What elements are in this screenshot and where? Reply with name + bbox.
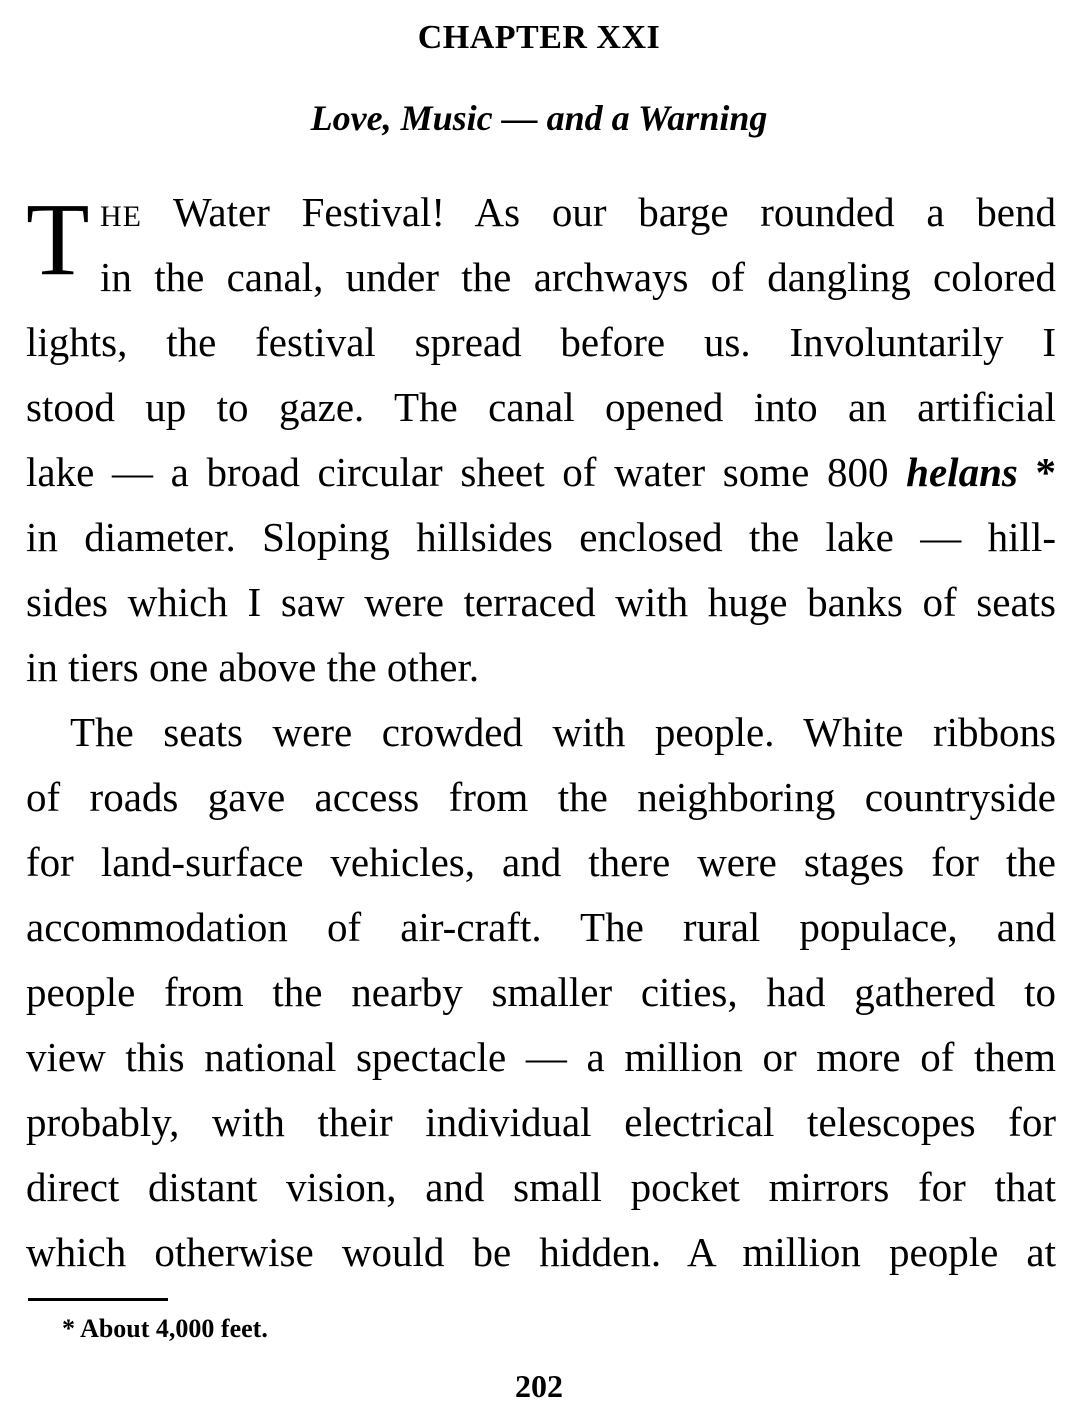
text-line: view this national spectacle — a million or more of them (26, 1034, 1056, 1080)
footnote-marker: * (1017, 449, 1056, 495)
text-line: probably, with their individual electrical telescopes for (26, 1099, 1056, 1145)
text-line: lights, the festival spread before us. Involuntarily I (26, 319, 1056, 365)
text-line: stood up to gaze. The canal opened into an artificial (26, 384, 1056, 430)
footnote: * About 4,000 feet. (62, 1314, 268, 1343)
drop-cap: T (26, 182, 90, 297)
chapter-heading: CHAPTER XXI (417, 19, 661, 56)
text-line: The seats were crowded with people. White ribbons (70, 709, 1056, 755)
text-line: accommodation of air-craft. The rural populace, and (26, 904, 1056, 950)
page-number: 202 (515, 1368, 563, 1404)
chapter-title: Love, Music — and a Warning (310, 98, 768, 138)
text-line: which otherwise would be hidden. A million people at (26, 1229, 1056, 1275)
text-line: HE Water Festival! As our barge rounded a bend (100, 189, 1056, 235)
text-line: in the canal, under the archways of dangling colored (100, 254, 1056, 300)
body-text (26, 180, 1056, 1285)
footnote-divider (28, 1298, 168, 1301)
text-line: in diameter. Sloping hillsides enclosed the lake — hill- (26, 514, 1056, 560)
text-line: direct distant vision, and small pocket mirrors for that (26, 1164, 1056, 1210)
text-line: sides which I saw were terraced with huge banks of seats (26, 579, 1056, 625)
italic-word: helans (906, 449, 1018, 495)
text-line: lake — a broad circular sheet of water some 800 helans * (26, 449, 1056, 495)
text-line: people from the nearby smaller cities, had gathered to (26, 969, 1056, 1015)
text-line: of roads gave access from the neighboring countryside (26, 774, 1056, 820)
small-caps-word: HE (100, 200, 142, 233)
text-line: for land-surface vehicles, and there were stages for the (26, 839, 1056, 885)
text-line: in tiers one above the other. (26, 644, 480, 690)
